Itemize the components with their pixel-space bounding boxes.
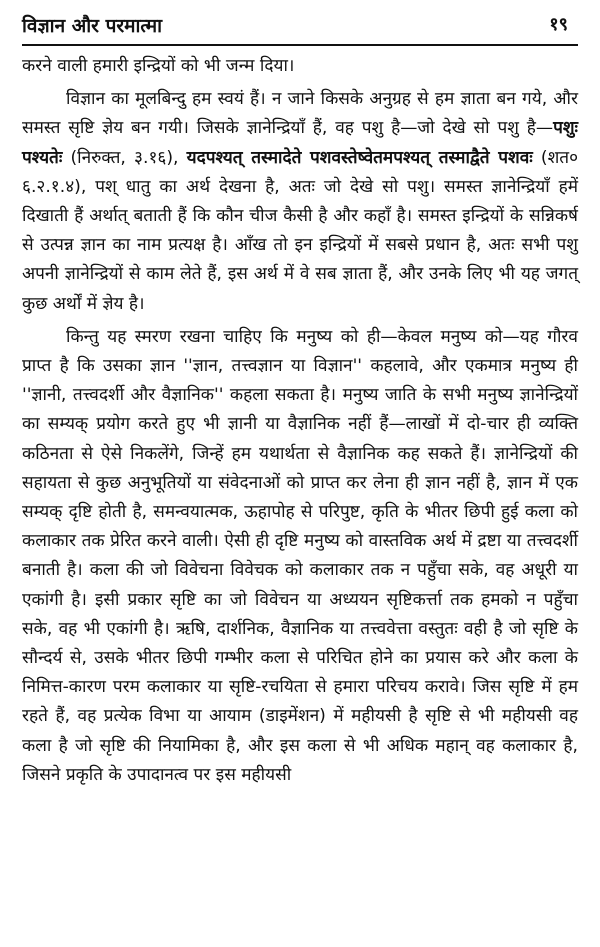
page-header [22,10,578,46]
citation-nirukta: (निरुक्त, ३.१६), [62,147,187,168]
paragraph-continued: करने वाली हमारी इन्द्रियों को भी जन्म दिया। [22,56,295,76]
sanskrit-quote-nirukta: पशुः पश्यतेः [22,118,578,168]
paragraph-vigyan-mulbindu [22,85,578,319]
page-body [22,52,578,794]
paragraph-manushya-gaurav: किन्तु यह स्मरण रखना चाहिए कि मनुष्य को ही—केवल मनुष्य को—यह गौरव प्राप्त है कि उसका ज्ञान ''ज्ञान, तत्त्वज्ञान या विज्ञान'' कहलावे, और एकमात्र मनुष्य ही ''ज्ञानी, तत्त्वदर्शी और वैज्ञानिक'' कहला सकता है। मनुष्य जाति के सभी मनुष्य ज्ञानेन्द्रियों का सम्यक् प्रयोग करते हुए भी ज्ञानी या वैज्ञानिक नहीं हैं—लाखों में दो-चार ही व्यक्ति कठिनता से ऐसे निकलेंगे, जिन्हें हम यथार्थता से वैज्ञानिक कह सकते हैं। ज्ञानेन्द्रियों की सहायता से कुछ अनुभूतियों या संवेदनाओं को प्राप्त कर लेना ही ज्ञान नहीं है, ज्ञान में एक सम्यक् दृष्टि होती है, समन्वयात्मक, ऊहापोह से परिपुष्ट, कृति के भीतर छिपी हुई कला को कलाकार तक प्रेरित करने वाली। ऐसी ही दृष्टि मनुष्य को वास्तविक अर्थ में द्रष्टा या तत्त्वदर्शी बनाती है। कला की जो विवेचना विवेचक को कलाकार तक न पहुँचा सके, वह अधूरी या एकांगी है। इसी प्रकार सृष्टि का जो विवेचन या अध्ययन सृष्टिकर्त्ता तक हमको न पहुँचा सके, वह भी एकांगी है। ऋषि, दार्शनिक, वैज्ञानिक या तत्त्ववेत्ता वस्तुतः वही है जो सृष्टि के सौन्दर्य से, उसके भीतर छिपी गम्भीर कला से परिचित होने का प्रयास करे और कला के निमित्त-कारण परम कलाकार या सृष्टि-रचयिता से हमारा परिचय करावे। जिस सृष्टि में हम रहते हैं, वह प्रत्येक विभा या आयाम (डाइमेंशन) में महीयसी है सृष्टि से भी महीयसी वह कला है जो सृष्टि की नियामिका है, और इस कला से भी अधिक महान् वह कलाकार है, जिसने प्रकृति के उपादानत्व पर इस महीयसी [22,326,578,785]
sanskrit-quote-shatapatha: यदपश्यत् तस्मादेते पशवस्तेष्वेतमपश्यत् तस्माद्वैते पशवः [186,147,533,168]
paragraph-text: विज्ञान का मूलबिन्दु हम स्वयं हैं। न जाने किसके अनुग्रह से हम ज्ञाता बन गये, और समस्त सृष्टि ज्ञेय बन गयी। जिसके ज्ञानेन्द्रियाँ हैं, वह पशु है—जो देखे सो पशु है— [22,89,578,139]
running-head: विज्ञान और परमात्मा [22,15,163,37]
page-number: १९ [549,14,568,35]
paragraph-text: (शत० ६.२.१.४), पश् धातु का अर्थ देखना है, अतः जो देखे सो पशु। समस्त ज्ञानेन्द्रियाँ हमें दिखाती हैं अर्थात् बताती हैं कि कौन चीज कैसी है और कहाँ है। समस्त इन्द्रियों के सन्निकर्ष से उत्पन्न ज्ञान का नाम प्रत्यक्ष है। आँख तो इन इन्द्रियों में सबसे प्रधान है, अतः सभी पशु अपनी ज्ञानेन्द्रियों से काम लेते हैं, इस अर्थ में वे सब ज्ञाता हैं, और उनके लिए भी यह जगत् कुछ अर्थों में ज्ञेय है। [22,147,579,314]
